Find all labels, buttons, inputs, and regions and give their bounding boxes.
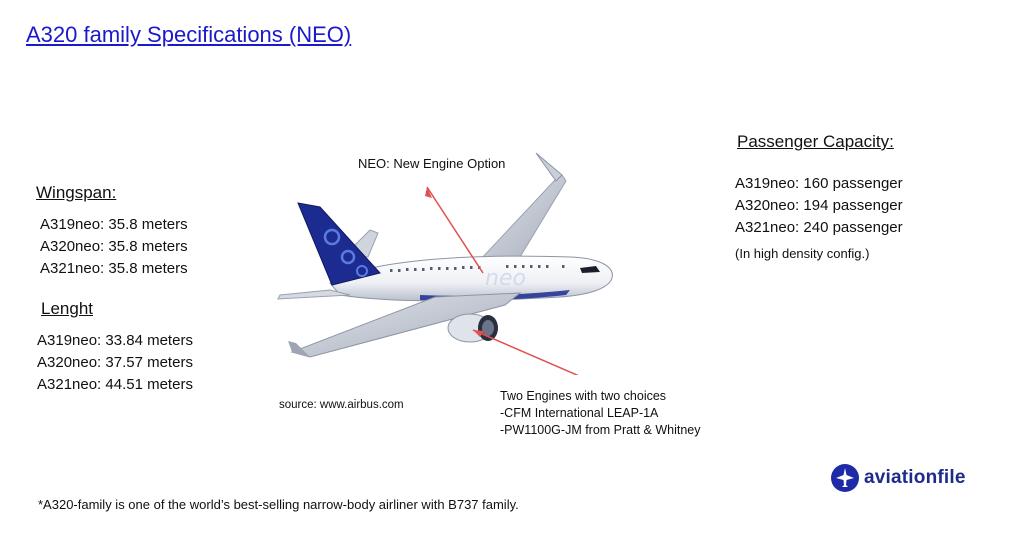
passenger-item: A321neo: 240 passenger (735, 219, 903, 236)
wingspan-item: A319neo: 35.8 meters (40, 216, 188, 233)
engines-heading: Two Engines with two choices (500, 389, 667, 403)
length-list (37, 330, 193, 396)
footnote: *A320-family is one of the world’s best-selling narrow-body airliner with B737 family. (38, 497, 519, 512)
engine-item: -CFM International LEAP-1A (500, 406, 659, 420)
wingspan-list (40, 214, 188, 280)
length-item: A321neo: 44.51 meters (37, 376, 193, 393)
wingspan-item: A320neo: 35.8 meters (40, 238, 188, 255)
length-heading: Lenght (41, 299, 93, 318)
aviationfile-logo (830, 463, 966, 493)
svg-text:neo: neo (485, 266, 526, 291)
source-label: source: www.airbus.com (279, 399, 404, 411)
wingspan-heading: Wingspan: (36, 183, 117, 202)
logo-text: aviationfile (864, 467, 966, 488)
length-item: A320neo: 37.57 meters (37, 354, 193, 371)
passenger-note: (In high density config.) (735, 246, 870, 261)
engine-item: -PW1100G-JM from Pratt & Whitney (500, 423, 701, 437)
airplane-icon (830, 463, 860, 493)
length-item: A319neo: 33.84 meters (37, 332, 193, 349)
passenger-item: A319neo: 160 passenger (735, 175, 903, 192)
wingspan-item: A321neo: 35.8 meters (40, 260, 188, 277)
passenger-heading: Passenger Capacity: (737, 132, 894, 151)
engines-block (500, 388, 701, 439)
passenger-item: A320neo: 194 passenger (735, 197, 903, 214)
page-title[interactable]: A320 family Specifications (NEO) (26, 22, 352, 47)
passenger-list (735, 173, 903, 239)
neo-label: NEO: New Engine Option (358, 156, 506, 171)
airplane-image (270, 145, 630, 375)
